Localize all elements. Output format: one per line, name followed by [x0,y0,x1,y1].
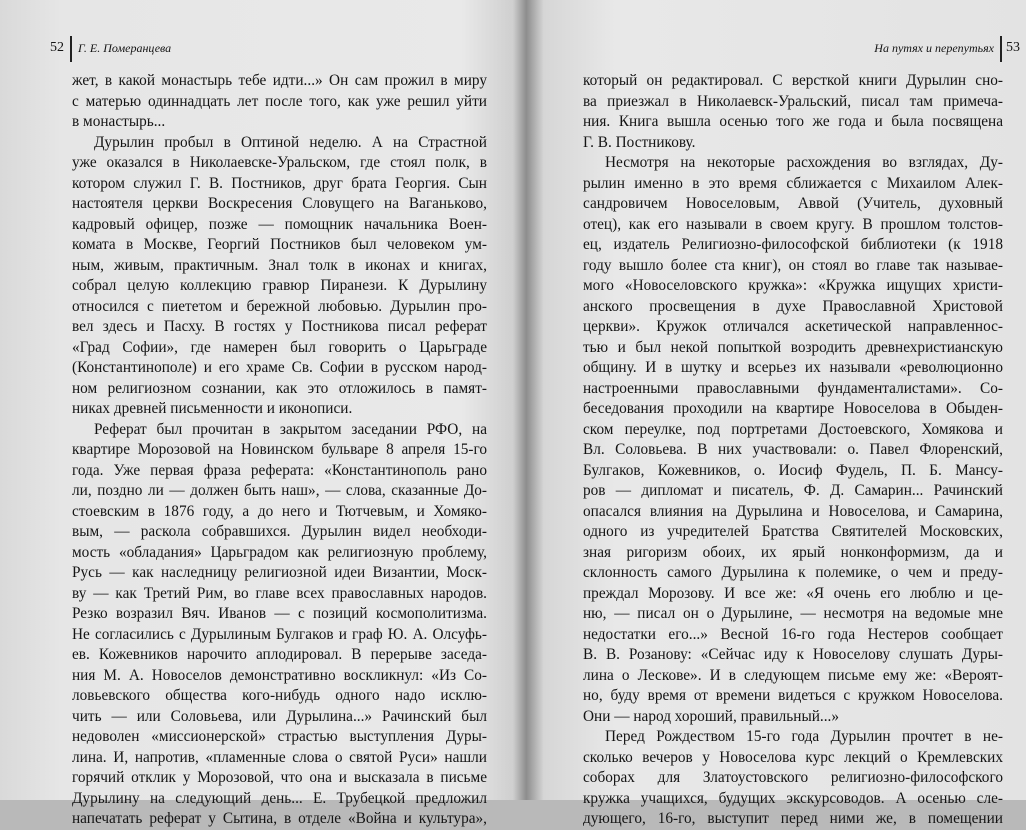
text-line: ловьевского общества кого-нибудь одного надо исклю- [72,687,487,704]
text-line: преждал Морозову. И все же: «Я очень его люблю и це- [583,584,1003,602]
page-number: 53 [1006,40,1020,55]
text-line: который он редактировал. С версткой книги Дурылин сно- [583,72,1003,89]
page-number: 52 [50,40,64,55]
text-line: рылин именно в это время сближается с Михаилом Алек- [583,174,1003,192]
left-page-body [72,71,487,830]
running-head-chapter: На путях и перепутьях [874,41,994,55]
text-line: стоевским в 1876 году, а до него и Тютчевым, и Хомяко- [72,502,487,520]
text-line: никах древней письменности и иконописи. [72,400,353,417]
text-line: уже оказался в Николаевске-Уральском, где стоял полк, в [72,154,487,171]
text-line: напечатать реферат у Сытина, в отделе «Война и культура», [72,810,487,827]
text-line: квартире Морозовой на Новинском бульваре 8 апреля 15-го [72,441,487,458]
text-line: (Константинополе) и его храме Св. Софии в русском народ- [72,359,487,376]
text-line: комата в Москве, Георгий Постников был человеком ум- [72,236,487,253]
text-line: недоволен «миссионерской» страстью выступления Дуры- [72,728,487,745]
text-line: лина. И, напротив, «пламенные слова о святой Руси» нашли [72,748,487,766]
text-line: ном религиозном сознании, как это отложилось в памят- [72,379,487,397]
text-line: настроенными православными фундаменталистами». Со- [583,379,1003,397]
text-line: отец), как его называли в своем кругу. В прошлом толстов- [583,215,1003,233]
text-line: чить — или Соловьева, или Дурылина...» Рачинский был [72,707,487,725]
text-line: собрал целую коллекцию гравюр Пиранези. К Дурылину [72,277,487,294]
text-line: вым, — раскола собравшихся. Дурылин видел необходи- [72,523,487,540]
text-line: недостатки его...» Весной 16-го года Нестеров сообщает [583,625,1003,643]
text-line: Они — народ хороший, правильный...» [583,707,840,725]
text-line: Не согласились с Дурылиным Булгаков и граф Ю. А. Олсуфь- [72,625,487,643]
text-line: мость «обладания» Царьградом как религиозную проблему, [72,543,487,561]
text-line: церкви». Кружок отличался аскетической направленнос- [583,318,1003,335]
text-line: кадровый офицер, позже — помощник начальника Воен- [72,215,487,233]
text-line: анского просвещения в духе Православной Христовой [583,297,1003,315]
text-line: Перед Рождеством 15-го года Дурылин прочтет в не- [605,728,1003,745]
left-page [0,0,513,827]
right-page [513,0,1026,827]
text-line: Несмотря на некоторые расхождения во взглядах, Ду- [605,154,1003,171]
left-page-header [50,36,490,62]
text-line: с матерью одиннадцать лет после того, как уже решил уйти [72,92,487,110]
right-page-body [583,71,1003,830]
text-line: Реферат был прочитан в закрытом заседании РФО, на [94,420,487,438]
text-line: В. В. Розанову: «Сейчас иду к Новоселову слушать Дуры- [583,646,1003,663]
text-line: ву — как Третий Рим, во главе всех православных народов. [72,584,487,602]
text-line: тью и был некой попыткой возродить древнехристианскую [583,338,1003,356]
text-line: Дурылину на следующий день... Е. Трубецкой предложил [72,789,487,807]
text-line: опасался влияния на Дурылина и Новоселова, и Самарина, [583,502,1003,520]
text-line: «Град Софии», где намерен был говорить о Царьграде [72,338,487,356]
text-line: ском переулке, под портретами Достоевского, Хомякова и [583,420,1003,438]
text-line: ным, живым, практичным. Знал толк в иконах и книгах, [72,256,487,274]
text-line: ец, издатель Религиозно-философской библиотеки (к 1918 [583,236,1003,253]
text-line: беседования проходили на квартире Новоселова в Обыден- [583,400,1003,417]
right-page-header [583,36,1020,62]
text-line: Булгаков, Кожевников, о. Иосиф Фудель, П. Б. Мансу- [583,461,1003,479]
text-line: ния М. А. Новоселов демонстративно воскликнул: «Из Со- [72,666,487,684]
text-line: сандровичем Новоселовым, Аввой (Учитель, духовный [583,195,1003,212]
text-line: Резко возразил Вяч. Иванов — с позиций космополитизма. [72,605,487,622]
text-line: котором служил Г. В. Постников, друг брата Георгия. Сын [72,174,487,192]
header-rule [1000,36,1002,62]
text-line: настоятеля церкви Воскресения Словущего на Ваганьково, [72,195,487,212]
text-line: ню, — писал он о Дурылине, — несмотря на ведомые мне [583,605,1003,622]
text-line: относился с пиететом и бережной любовью. Дурылин про- [72,297,487,315]
text-line: лина о Лескове». И в следующем письме ему же: «Вероят- [583,666,1003,684]
text-line: горячий отклик у Морозовой, что она и высказала в письме [72,769,487,786]
text-line: году вышло более ста книг), он стоял во главе так называе- [583,256,1003,274]
text-line: склонность самого Дурылина к полемике, о чем и преду- [583,564,1003,581]
text-line: ров — дипломат и писатель, Ф. Д. Самарин... Рачинский [583,482,1003,499]
text-line: сколько вечеров у Новоселова курс лекций о Кремлевских [583,748,1003,766]
text-line: жет, в какой монастырь тебе идти...» Он сам прожил в миру [72,72,487,89]
text-line: года. Уже первая фраза реферата: «Константинополь рано [72,461,487,479]
text-line: ния. Книга вышла осенью того же года и была посвящена [583,113,1003,130]
header-rule [70,36,72,62]
text-line: но, буду время от времени видеться с кружком Новоселова. [583,687,1003,704]
text-line: ев. Кожевников нарочито аплодировал. В перерыве заседа- [72,646,487,663]
text-line: вел здесь и Пасху. В гостях у Постникова писал реферат [72,318,487,335]
text-line: одного из учредителей Братства Святителей Московских, [583,523,1003,540]
text-line: общину. И в шутку и всерьез их называли «революционно [583,359,1003,376]
text-line: Русь — как наследницу религиозной идеи Византии, Моск- [72,564,487,581]
text-line: зная ригоризм обоих, их ярый нонконформизм, да и [583,543,1003,561]
text-line: ли, поздно ли — должен быть наш», — слова, сказанные До- [72,482,487,499]
text-line: дующего, 16-го, выступит перед ними же, в помещении [583,810,1003,827]
text-line: мого «Новоселовского кружка»: «Кружка ищущих христи- [583,277,1003,294]
text-line: ва приезжал в Николаевск-Уральский, писал там примеча- [583,92,1003,110]
text-line: соборах для Златоустовского религиозно-философского [583,769,1003,786]
text-line: Вл. Соловьева. В них участвовали: о. Павел Флоренский, [583,441,1003,458]
text-line: Г. В. Постникову. [583,133,696,151]
text-line: Дурылин пробыл в Оптиной неделю. А на Страстной [94,133,487,151]
text-line: кружка учащихся, будущих экскурсоводов. А осенью сле- [583,789,1003,807]
running-head-author: Г. Е. Померанцева [78,41,172,55]
text-line: в монастырь... [72,113,166,130]
